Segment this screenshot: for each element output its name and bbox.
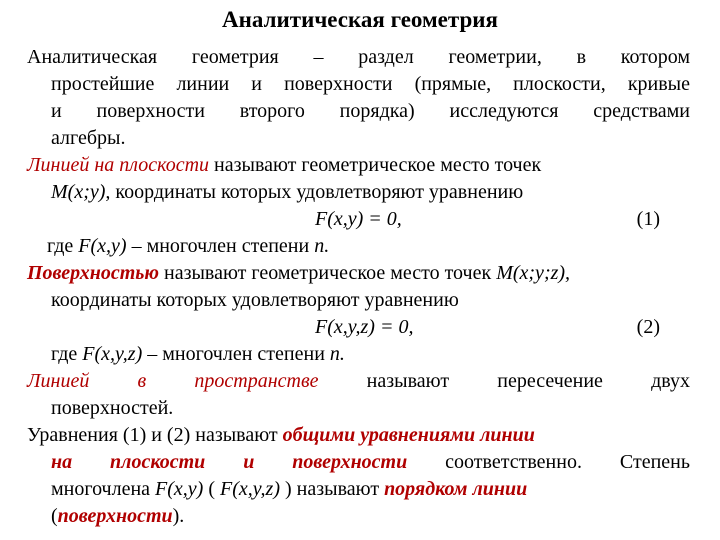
term-line-in-space-1: Линией [27, 370, 90, 392]
p2-line-2-rest: координаты которых удовлетворяют уравнению [110, 181, 524, 203]
term-surface: Поверхностью [27, 262, 160, 284]
p3-line-1 [27, 260, 690, 287]
equation-2-formula: F(x,y,z) = 0, [315, 316, 414, 338]
func-fxyz: F(x,y,z) [220, 478, 280, 500]
p2-line-1-rest: называют геометрическое место точек [209, 154, 542, 176]
equation-1-formula: F(x,y) = 0, [315, 208, 402, 230]
p5-line-3 [27, 476, 690, 503]
p3-line-2: координаты которых удовлетворяют уравнению [51, 289, 459, 311]
p4-line-2: поверхностей. [51, 397, 174, 419]
p2-line-where [27, 233, 690, 260]
p5-line-3-pre: многочлена [51, 478, 156, 500]
where-label: где [51, 343, 83, 365]
p3-line-1-rest: называют геометрическое место точек [159, 262, 497, 284]
equation-2 [27, 314, 690, 341]
term-surface-order: поверхности [57, 505, 173, 527]
p5-line-3-mid1: ( [203, 478, 221, 500]
p2-line-1 [27, 152, 690, 179]
p1-line-3: и поверхности второго порядка) исследуются средствами [51, 100, 690, 122]
point-m-xyz: M(x;y;z), [496, 262, 571, 284]
p5-line-1 [27, 422, 690, 449]
term-plane-and-surface: на плоскости и поверхности [51, 451, 408, 473]
term-line-in-space-3: пространстве [194, 370, 319, 392]
where-rest: – многочлен степени [126, 235, 315, 257]
func-fxy: F(x,y) [78, 235, 127, 257]
p5-line-2-rest: соответственно. Степень [407, 451, 690, 473]
point-m-xy: M(x;y), [51, 181, 111, 203]
term-order-of-line: порядком линии [384, 478, 528, 500]
p5-line-4 [27, 503, 690, 530]
func-fxyz: F(x,y,z) [82, 343, 143, 365]
p4-word-called: называют [366, 370, 450, 392]
where-label: где [47, 235, 79, 257]
p4-word-two: двух [651, 370, 691, 392]
equation-1-number: (1) [636, 208, 660, 230]
slide-title: Аналитическая геометрия [222, 7, 498, 32]
p1-line-1: Аналитическая геометрия – раздел геометрии, в котором [27, 46, 690, 68]
equation-2-number: (2) [636, 316, 660, 338]
p5-line-3-mid2: ) называют [280, 478, 385, 500]
term-line-on-plane: Линией на плоскости [27, 154, 210, 176]
equation-1 [27, 206, 690, 233]
p1-line-2: простейшие линии и поверхности (прямые, плоскости, кривые [51, 73, 690, 95]
paren-close: ). [172, 505, 185, 527]
p1-line-4: алгебры. [51, 127, 126, 149]
degree-n: n. [314, 235, 330, 257]
p4-line-1 [27, 368, 690, 395]
p2-line-2 [27, 179, 690, 206]
term-general-equations: общими уравнениями линии [282, 424, 535, 446]
slide-body [27, 44, 690, 530]
degree-n: n. [329, 343, 345, 365]
p3-line-where [27, 341, 690, 368]
term-line-in-space-2: в [137, 370, 147, 392]
func-fxy: F(x,y) [155, 478, 204, 500]
p5-line-1-pre: Уравнения (1) и (2) называют [27, 424, 283, 446]
where-rest: – многочлен степени [142, 343, 330, 365]
p4-word-intersection: пересечение [497, 370, 603, 392]
paren-open: ( [51, 505, 58, 527]
p5-line-2 [27, 449, 690, 476]
